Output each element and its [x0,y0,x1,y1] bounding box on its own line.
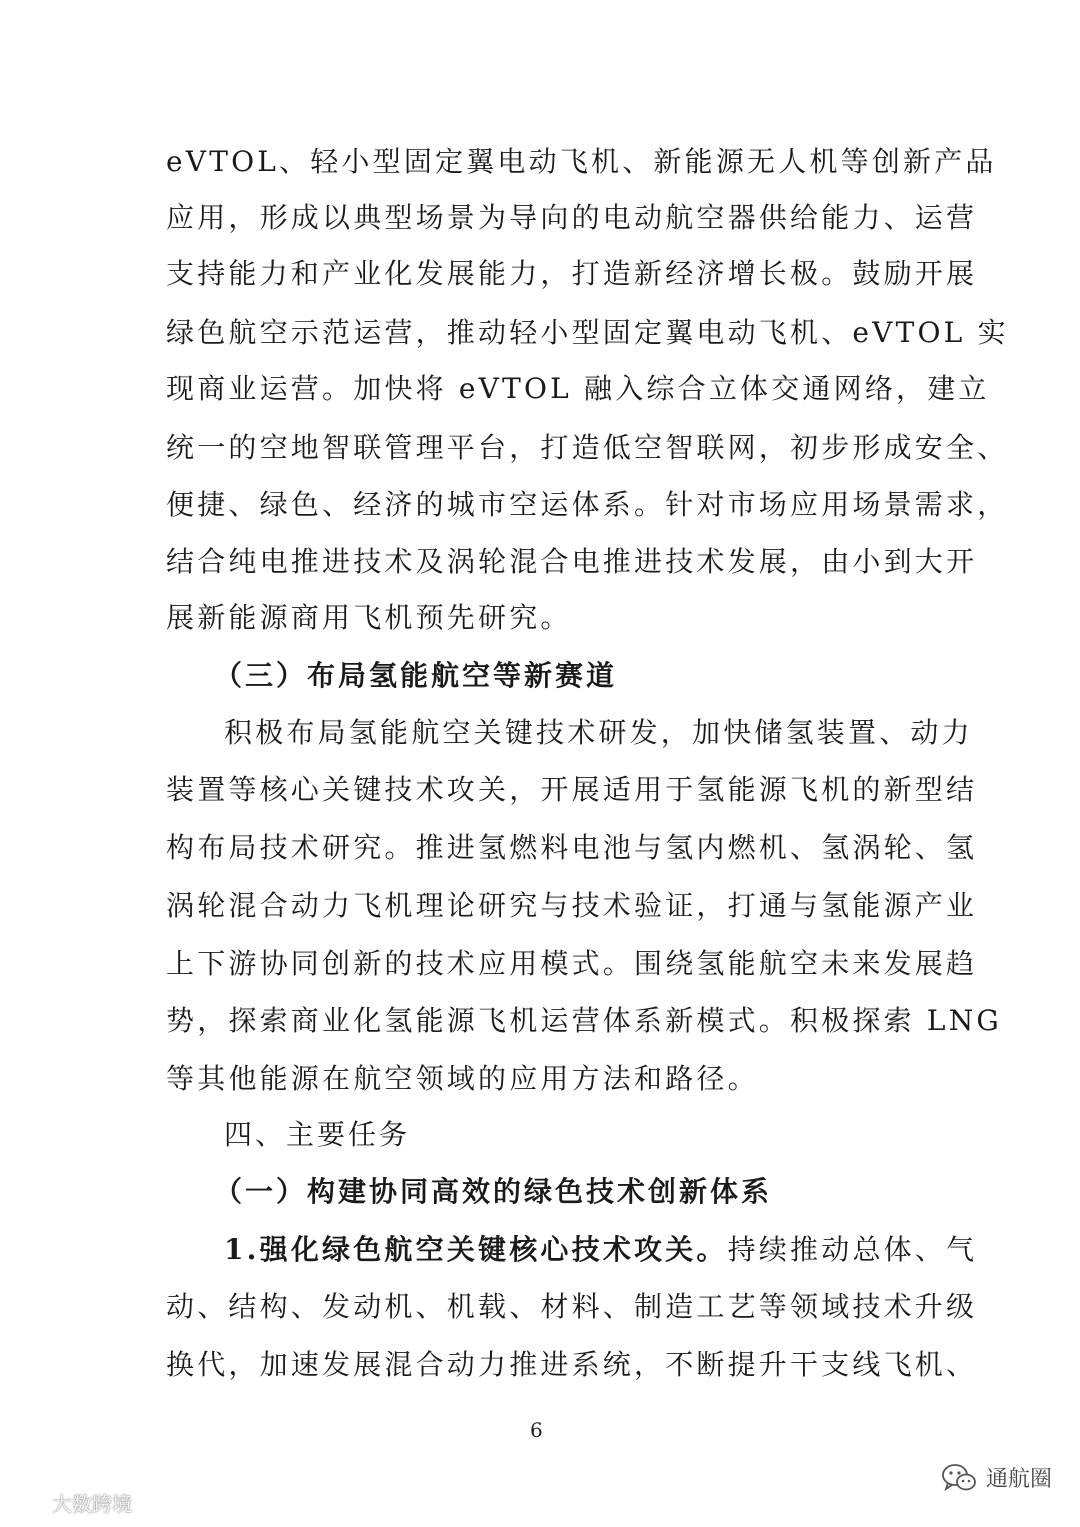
section-heading: 四、主要任务 [224,1118,411,1151]
text-line: 装置等核心关键技术攻关，开展适用于氢能源飞机的新型结 [166,773,978,806]
text-line: 现商业运营。加快将 eVTOL 融入综合立体交通网络，建立 [166,372,990,405]
text-line: 上下游协同创新的技术应用模式。围绕氢能航空未来发展趋 [166,947,978,980]
text-line: 等其他能源在航空领域的应用方法和路径。 [166,1062,759,1095]
text-line: 展新能源商用飞机预先研究。 [166,601,572,634]
wechat-icon [942,1463,976,1493]
text-line: 动、结构、发动机、机载、材料、制造工艺等领域技术升级 [166,1290,978,1323]
text-line: 支持能力和产业化发展能力，打造新经济增长极。鼓励开展 [166,257,978,290]
item-text: 持续推动总体、气 [727,1233,978,1266]
text-line: 换代，加速发展混合动力推进系统，不断提升干支线飞机、 [166,1348,978,1381]
text-line: 积极布局氢能航空关键技术研发，加快储氢装置、动力 [224,716,973,749]
text-line: eVTOL、轻小型固定翼电动飞机、新能源无人机等创新产品 [166,145,997,178]
text-line [224,1233,978,1267]
subsection-heading: （三）布局氢能航空等新赛道 [214,659,618,692]
page-number: 6 [530,1418,543,1442]
item-title: 1.强化绿色航空关键核心技术攻关。 [224,1233,728,1266]
text-line: 势，探索商业化氢能源飞机运营体系新模式。积极探索 LNG [166,1004,1002,1037]
text-line: 应用，形成以典型场景为导向的电动航空器供给能力、运营 [166,201,978,234]
text-line: 绿色航空示范运营，推动轻小型固定翼电动飞机、eVTOL 实 [166,316,1009,349]
text-line: 结合纯电推进技术及涡轮混合电推进技术发展，由小到大开 [166,545,978,578]
watermark-left [8,1488,132,1517]
watermark-right-text: 通航圈 [985,1467,1052,1492]
watermark-right [942,1462,1052,1493]
text-line: 统一的空地智联管理平台，打造低空智联网，初步形成安全、 [166,431,1009,464]
text-line: 便捷、绿色、经济的城市空运体系。针对市场应用场景需求， [166,488,1009,521]
weibo-logo-icon [8,1488,48,1517]
watermark-left-text: 大数跨境 [52,1492,132,1516]
text-line: 构布局技术研究。推进氢燃料电池与氢内燃机、氢涡轮、氢 [166,831,978,864]
text-line: 涡轮混合动力飞机理论研究与技术验证，打通与氢能源产业 [166,889,978,922]
subsection-heading: （一）构建协同高效的绿色技术创新体系 [214,1175,773,1208]
